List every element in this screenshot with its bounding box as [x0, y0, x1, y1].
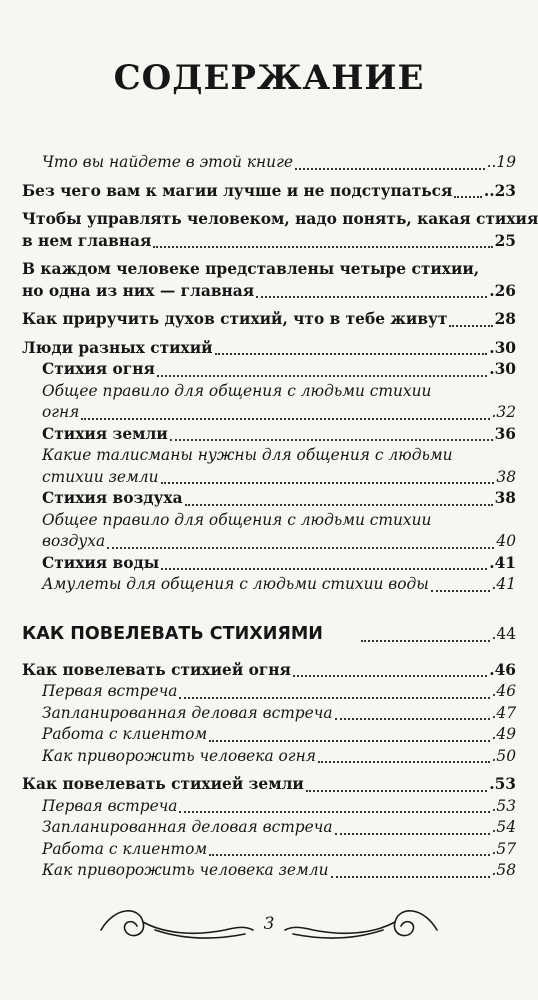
toc-entry-title: Стихия воздуха — [42, 489, 183, 507]
dot-leader — [454, 196, 481, 198]
toc-entry-title: Как повелевать стихией огня — [22, 660, 291, 679]
dot-leader — [161, 568, 487, 570]
toc-entry-title: Первая встреча — [42, 796, 178, 815]
toc-entry-page: .30 — [489, 360, 516, 378]
toc-entry — [22, 681, 516, 703]
toc-entry-page: .53 — [489, 775, 516, 793]
toc-entry-title: Стихия земли — [42, 424, 168, 443]
dot-leader — [161, 482, 495, 484]
toc-entry-page: 28 — [494, 310, 516, 328]
dot-leader — [157, 375, 487, 377]
toc-entry-title: Что вы найдете в этой книге — [42, 153, 293, 171]
toc-entry-page: .44 — [491, 624, 516, 643]
dot-leader — [107, 547, 494, 549]
toc-entry — [22, 309, 516, 331]
dot-leader — [335, 718, 490, 720]
dot-leader — [153, 246, 492, 248]
table-of-contents — [22, 152, 538, 882]
toc-entry-page: .41 — [491, 575, 516, 593]
page-number: 3 — [263, 914, 275, 934]
toc-entry — [22, 209, 538, 252]
toc-entry-page: .54 — [491, 818, 516, 836]
toc-entry-title: Запланированная деловая встреча — [42, 703, 333, 722]
toc-entry-page: 36 — [494, 424, 516, 443]
toc-entry — [22, 660, 516, 682]
toc-entry-page: ..23 — [483, 181, 516, 200]
dot-leader — [209, 854, 489, 856]
toc-entry-title-line1: Какие талисманы нужны для общения с людьми — [42, 446, 453, 464]
toc-entry-title: Работа с клиентом — [42, 839, 208, 858]
toc-entry-title: Как приручить духов стихий, что в тебе живут — [22, 310, 448, 328]
toc-entry-page: .46 — [489, 660, 516, 679]
dot-leader — [449, 325, 492, 327]
toc-entry-title: Стихия воды — [42, 553, 160, 572]
toc-entry-title: огня — [42, 403, 80, 421]
dot-leader — [215, 353, 488, 355]
page-title: СОДЕРЖАНИЕ — [113, 58, 425, 98]
dot-leader — [81, 418, 489, 420]
toc-entry-page: .49 — [491, 725, 516, 743]
toc-entry-title: стихии земли — [42, 467, 159, 486]
toc-entry — [22, 381, 516, 424]
toc-entry-title: Как приворожить человека земли — [42, 861, 329, 879]
toc-entry — [22, 181, 516, 203]
toc-entry-title-line1: Чтобы управлять человеком, надо понять, какая стихия — [22, 210, 538, 228]
toc-section-heading — [22, 622, 516, 646]
toc-entry — [22, 817, 516, 839]
toc-entry — [22, 488, 516, 510]
dot-leader — [185, 504, 493, 506]
dot-leader — [306, 790, 487, 792]
toc-entry — [22, 424, 516, 446]
toc-entry-page: 38 — [496, 467, 516, 486]
toc-entry — [22, 774, 516, 796]
dot-leader — [256, 296, 487, 298]
toc-entry-title-line1: Общее правило для общения с людьми стихии — [42, 510, 432, 529]
dot-leader — [295, 168, 485, 170]
toc-entry-page: .46 — [491, 682, 516, 700]
toc-entry-title: Люди разных стихий — [22, 338, 213, 357]
toc-entry — [22, 510, 516, 553]
toc-entry-page: 38 — [494, 489, 516, 507]
toc-entry-title: воздуха — [42, 532, 106, 550]
toc-entry-page: .26 — [489, 281, 516, 300]
dot-leader — [179, 697, 489, 699]
toc-entry-title: в нем главная — [22, 231, 152, 250]
toc-entry-title-line1: Общее правило для общения с людьми стихии — [42, 381, 432, 400]
toc-entry-page: .30 — [489, 338, 516, 357]
toc-entry — [22, 796, 516, 818]
toc-entry-title: Как приворожить человека огня — [42, 746, 316, 765]
toc-entry-page: ..19 — [486, 153, 516, 171]
dot-leader — [431, 590, 490, 592]
toc-entry-page: .53 — [491, 796, 516, 815]
dot-leader — [170, 439, 493, 441]
toc-entry — [22, 359, 516, 381]
toc-entry-page: .41 — [489, 553, 516, 572]
toc-entry-title: Запланированная деловая встреча — [42, 818, 333, 836]
toc-entry-page: .50 — [491, 746, 516, 765]
toc-entry — [22, 152, 516, 174]
toc-entry — [22, 338, 516, 360]
toc-entry — [22, 553, 516, 575]
dot-leader — [293, 675, 487, 677]
dot-leader — [335, 833, 490, 835]
toc-entry — [22, 839, 516, 861]
toc-entry — [22, 724, 516, 746]
toc-entry — [22, 703, 516, 725]
toc-entry-title-line1: В каждом человеке представлены четыре стихии, — [22, 260, 480, 278]
toc-entry-page: .57 — [491, 839, 516, 858]
toc-entry — [22, 746, 516, 768]
toc-entry — [22, 445, 516, 488]
toc-entry-title: Как повелевать стихией земли — [22, 775, 304, 793]
toc-entry-title: КАК ПОВЕЛЕВАТЬ СТИХИЯМИ — [22, 623, 323, 644]
dot-leader — [179, 811, 489, 813]
toc-entry-title: Без чего вам к магии лучше и не подступаться — [22, 181, 453, 200]
toc-entry — [22, 860, 516, 882]
dot-leader — [331, 876, 490, 878]
toc-entry-page: .58 — [491, 861, 516, 879]
toc-entry-page: 25 — [494, 231, 516, 250]
dot-leader — [361, 640, 490, 642]
toc-entry-page: .47 — [491, 703, 516, 722]
toc-entry-title: но одна из них — главная — [22, 281, 255, 300]
dot-leader — [318, 761, 490, 763]
dot-leader — [209, 740, 489, 742]
toc-entry-title: Стихия огня — [42, 360, 155, 378]
toc-entry — [22, 259, 516, 302]
toc-entry — [22, 574, 516, 596]
toc-entry-title: Первая встреча — [42, 682, 178, 700]
toc-entry-title: Работа с клиентом — [42, 725, 208, 743]
toc-entry-title: Амулеты для общения с людьми стихии воды — [42, 575, 429, 593]
toc-entry-page: .32 — [491, 403, 516, 421]
toc-entry-page: 40 — [496, 532, 516, 550]
